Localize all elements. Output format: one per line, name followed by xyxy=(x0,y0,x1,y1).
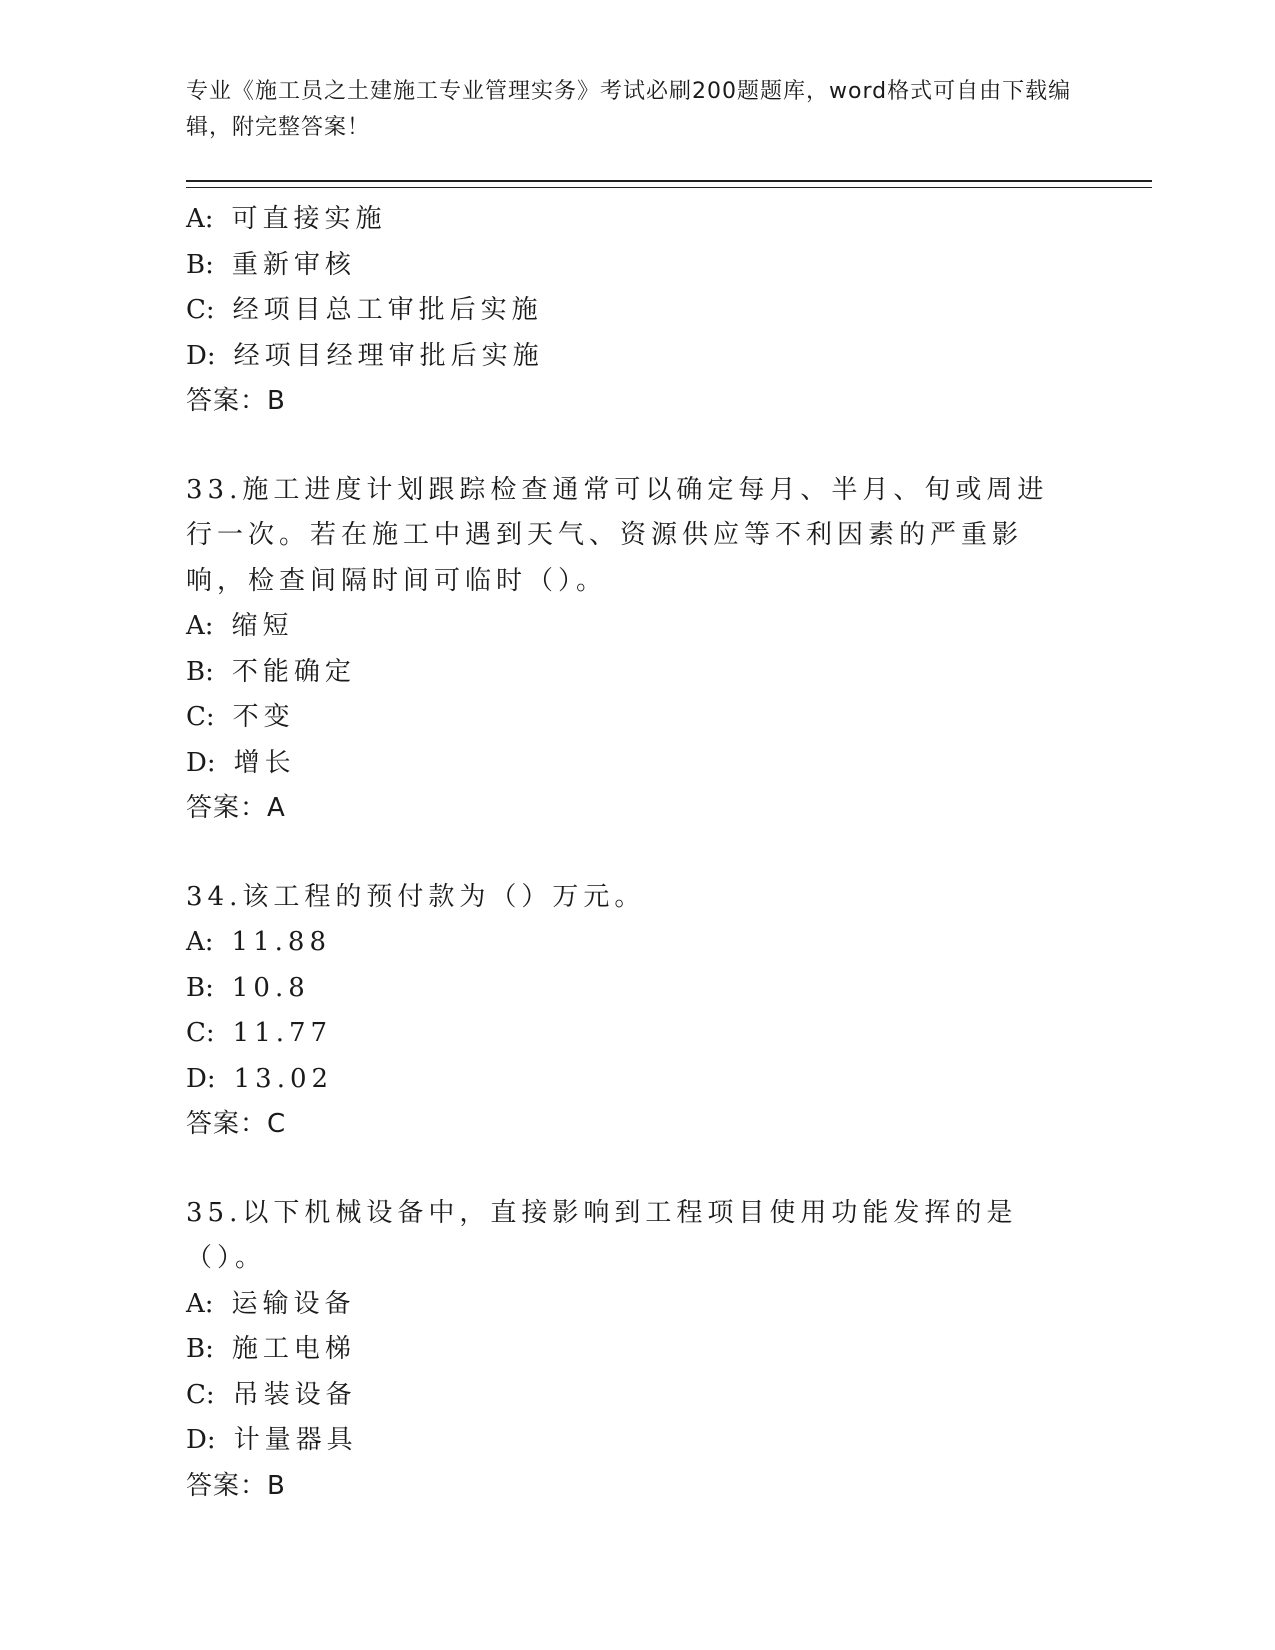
option-text: 经项目总工审批后实施 xyxy=(232,295,543,325)
option-key: A: xyxy=(186,1288,214,1319)
option-key: A: xyxy=(186,611,214,641)
question-item xyxy=(186,468,1146,832)
option-c xyxy=(186,1011,1146,1057)
option-d xyxy=(186,1057,1146,1103)
option-text: 不能确定 xyxy=(231,656,356,687)
document-header: 专业《施工员之土建施工专业管理实务》考试必刷200题题库，word格式可自由下载编辑，附完整答案！ xyxy=(186,79,1072,140)
option-text: 不变 xyxy=(232,702,295,732)
option-text: 吊装设备 xyxy=(232,1379,357,1410)
option-key: A: xyxy=(186,204,214,234)
option-key: C: xyxy=(186,295,215,325)
question-stem: 33.施工进度计划跟踪检查通常可以确定每月、半月、旬或周进行一次。若在施工中遇到天气、资源供应等不利因素的严重影响，检查间隔时间可临时（）。 xyxy=(186,474,1049,596)
option-text: 重新审核 xyxy=(231,249,356,280)
option-d xyxy=(186,334,1146,380)
option-key: C: xyxy=(186,702,215,732)
option-a xyxy=(186,197,1146,243)
document-page xyxy=(186,74,1146,1552)
option-key: B: xyxy=(186,1334,214,1364)
option-text: 计量器具 xyxy=(233,1425,358,1455)
option-b xyxy=(186,243,1146,289)
answer-line: 答案：B xyxy=(186,1470,286,1501)
answer-line: 答案：A xyxy=(186,793,286,823)
option-text: 可直接实施 xyxy=(231,204,387,234)
question-stem: 35.以下机械设备中，直接影响到工程项目使用功能发挥的是（）。 xyxy=(186,1197,1018,1273)
option-text: 经项目经理审批后实施 xyxy=(233,340,544,371)
option-text: 运输设备 xyxy=(231,1288,356,1319)
question-list xyxy=(186,197,1146,1509)
question-item xyxy=(186,197,1146,425)
option-b xyxy=(186,650,1146,696)
option-key: C: xyxy=(186,1018,215,1048)
option-d xyxy=(186,741,1146,787)
option-c xyxy=(186,288,1146,334)
option-key: C: xyxy=(186,1379,215,1410)
option-key: D: xyxy=(186,340,216,371)
option-text: 13.02 xyxy=(233,1063,334,1094)
question-item xyxy=(186,1191,1146,1510)
option-text: 缩短 xyxy=(231,611,294,641)
option-c xyxy=(186,695,1146,741)
option-text: 施工电梯 xyxy=(231,1334,356,1364)
option-key: B: xyxy=(186,656,214,687)
answer-line: 答案：B xyxy=(186,386,286,416)
option-key: B: xyxy=(186,972,214,1003)
option-a xyxy=(186,1282,1146,1328)
option-key: A: xyxy=(186,927,214,957)
option-key: D: xyxy=(186,1425,216,1455)
header-divider xyxy=(186,180,1152,188)
option-text: 10.8 xyxy=(231,972,310,1003)
option-b xyxy=(186,1327,1146,1373)
question-item xyxy=(186,875,1146,1148)
option-b xyxy=(186,966,1146,1012)
option-key: B: xyxy=(186,249,214,280)
option-text: 增长 xyxy=(233,747,296,778)
option-text: 11.88 xyxy=(231,927,331,957)
answer-line: 答案：C xyxy=(186,1109,287,1139)
option-text: 11.77 xyxy=(232,1018,333,1048)
option-a xyxy=(186,604,1146,650)
option-c xyxy=(186,1373,1146,1419)
question-stem: 34.该工程的预付款为（）万元。 xyxy=(186,881,646,912)
option-key: D: xyxy=(186,747,216,778)
option-a xyxy=(186,920,1146,966)
option-key: D: xyxy=(186,1063,216,1094)
option-d xyxy=(186,1418,1146,1464)
